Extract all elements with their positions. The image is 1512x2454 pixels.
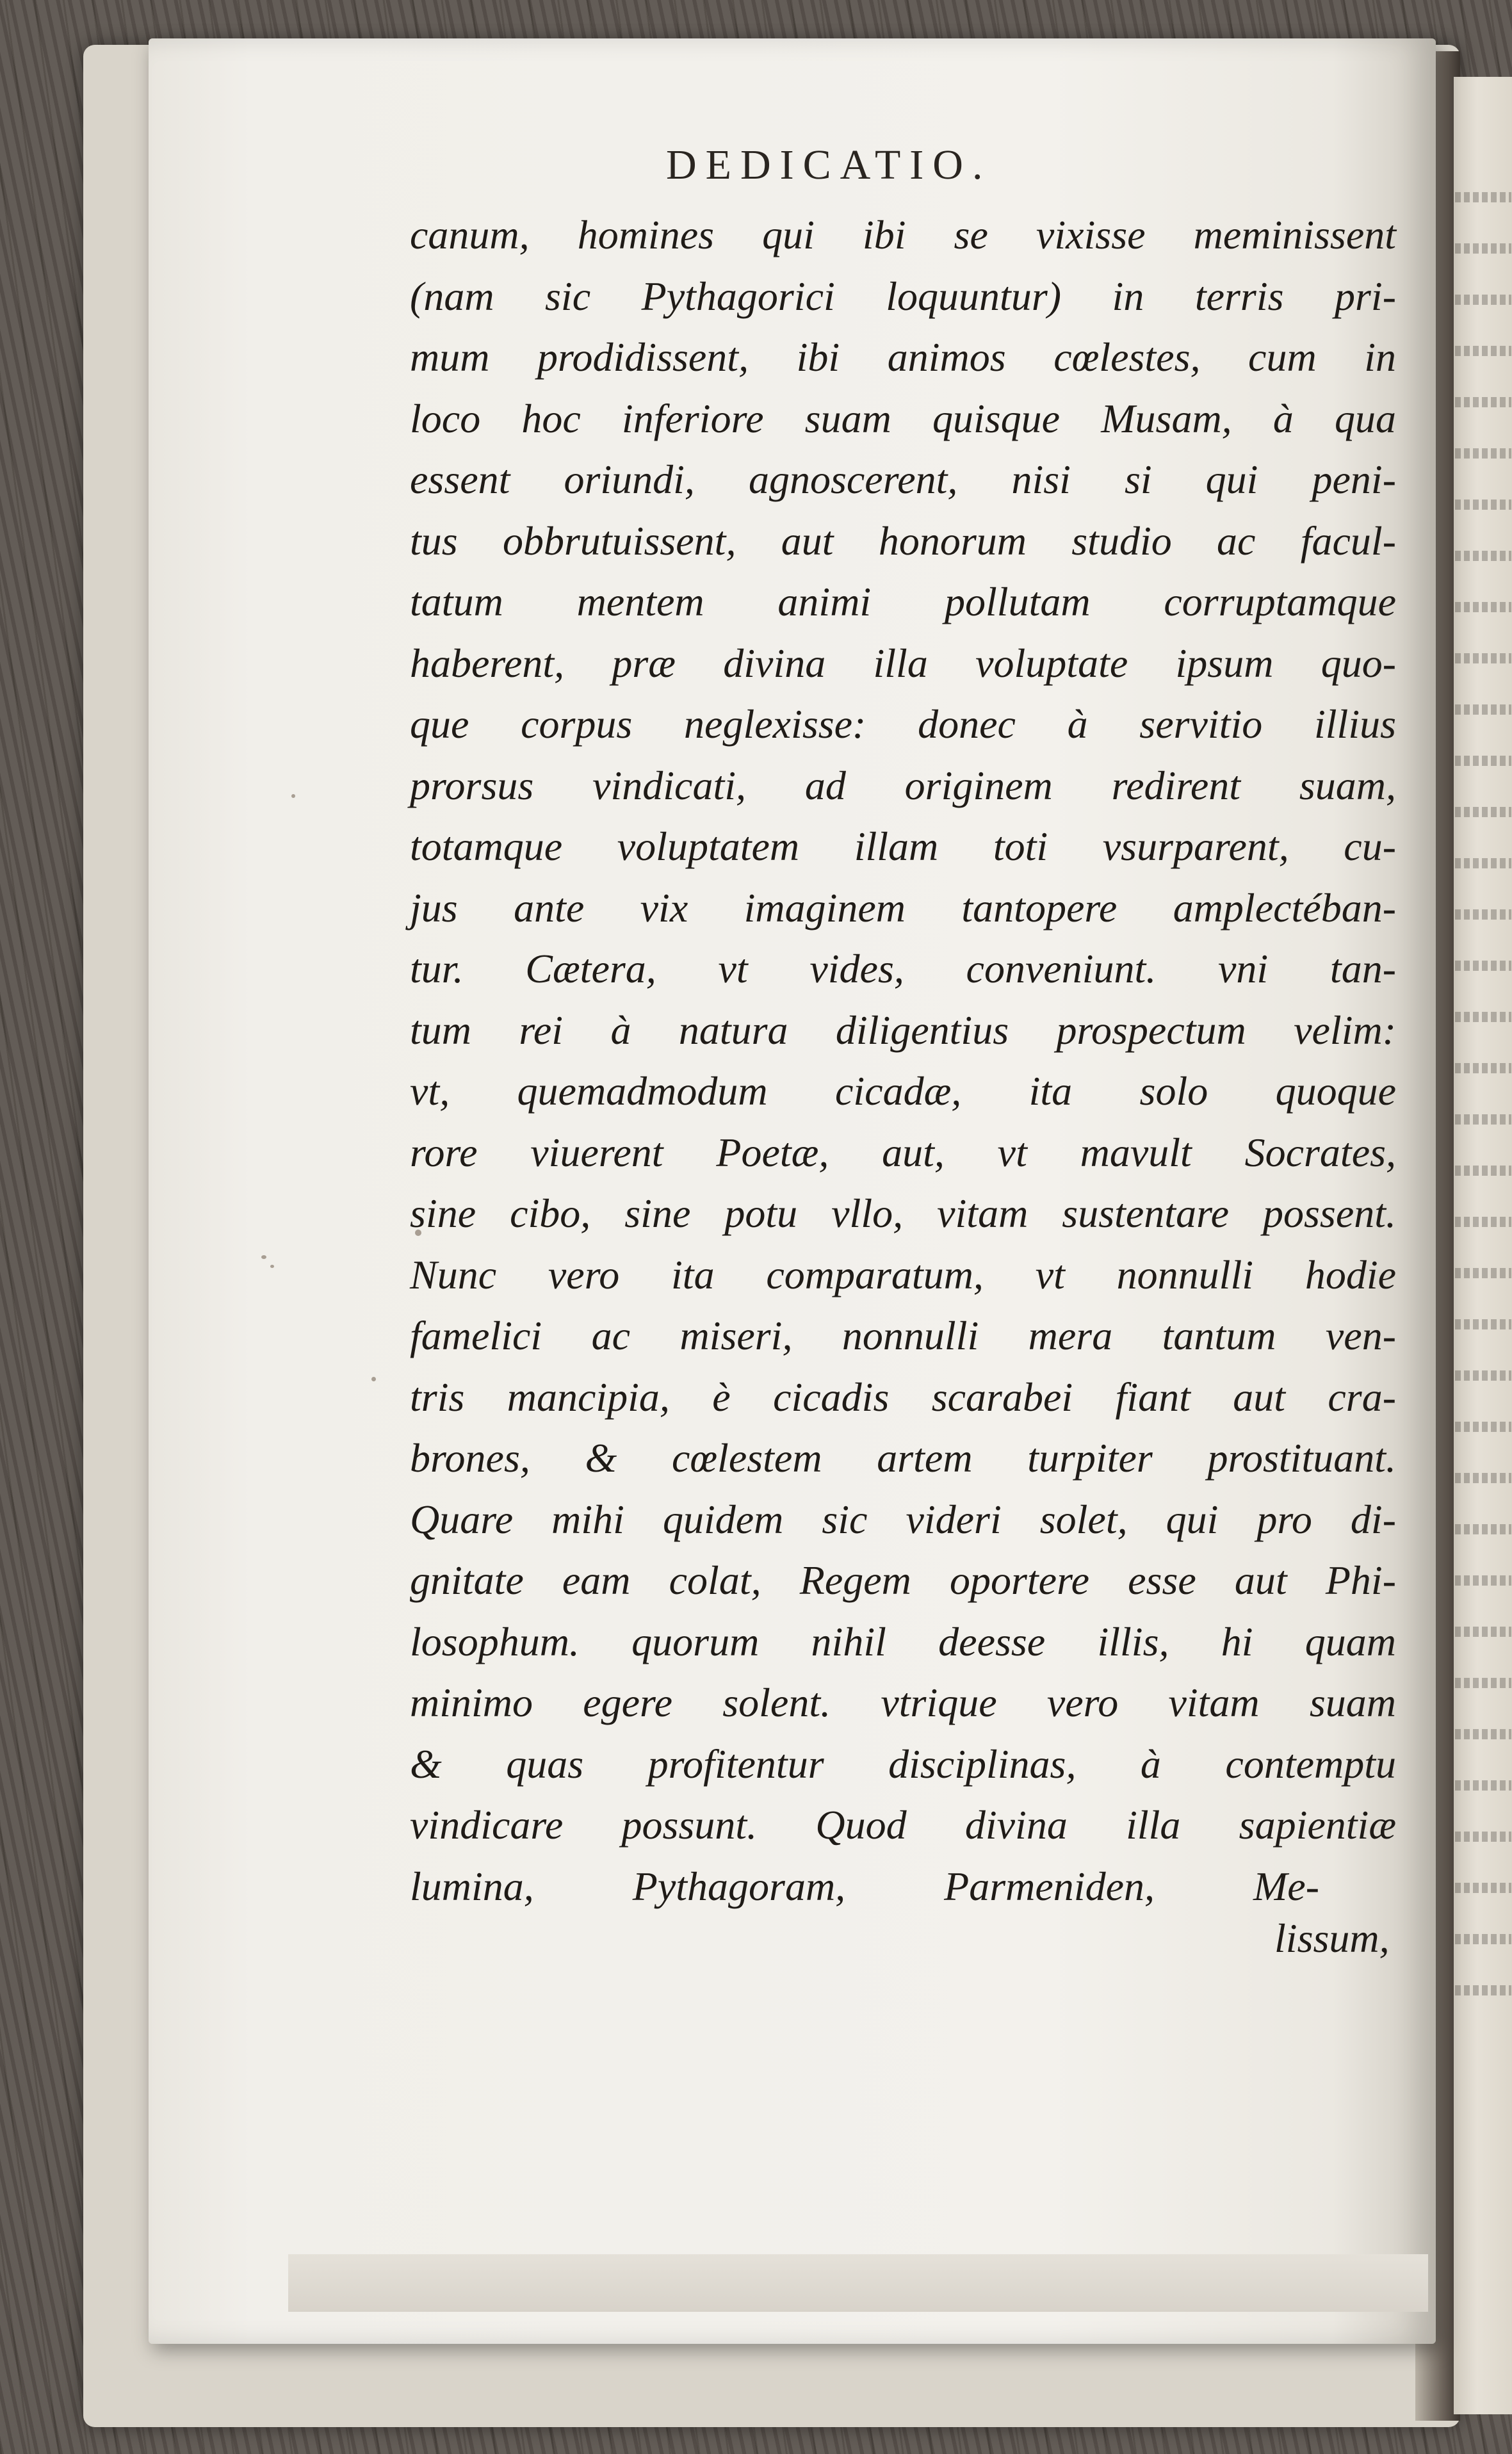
text-line: famelici ac miseri, nonnulli mera tantum ven- bbox=[410, 1313, 1396, 1358]
text-line: vt, quemadmodum cicadæ, ita solo quoque bbox=[410, 1068, 1396, 1114]
text-line: tum rei à natura diligentius prospectum velim: bbox=[410, 1007, 1396, 1053]
text-line: gnitate eam colat, Regem oportere esse aut Phi- bbox=[410, 1557, 1396, 1603]
text-line: & quas profitentur disciplinas, à contemptu bbox=[410, 1741, 1396, 1787]
text-line: (nam sic Pythagorici loquuntur) in terris pri- bbox=[410, 273, 1396, 319]
foxing-spot bbox=[291, 794, 295, 798]
foxing-spot bbox=[371, 1377, 376, 1381]
text-line: Quare mihi quidem sic videri solet, qui pro di- bbox=[410, 1496, 1396, 1542]
text-line: jus ante vix imaginem tantopere amplectéban- bbox=[410, 884, 1396, 930]
text-line: que corpus neglexisse: donec à servitio illius bbox=[410, 701, 1396, 747]
text-line: essent oriundi, agnoscerent, nisi si qui peni- bbox=[410, 457, 1396, 502]
facing-page-edge bbox=[1454, 77, 1512, 2414]
text-line: totamque voluptatem illam toti vsurparent, cu- bbox=[410, 824, 1396, 869]
text-line: loco hoc inferiore suam quisque Musam, à qua bbox=[410, 395, 1396, 441]
page-header: DEDICATIO. bbox=[666, 142, 992, 188]
page-bottom-edge bbox=[288, 2254, 1428, 2312]
foxing-spot bbox=[270, 1265, 274, 1268]
text-line: minimo egere solent. vtrique vero vitam suam bbox=[410, 1680, 1396, 1725]
text-line: tris mancipia, è cicadis scarabei fiant aut cra- bbox=[410, 1374, 1396, 1420]
text-line: losophum. quorum nihil deesse illis, hi quam bbox=[410, 1618, 1396, 1664]
text-line: tur. Cætera, vt vides, conveniunt. vni tan- bbox=[410, 946, 1396, 991]
text-line: canum, homines qui ibi se vixisse meminissent bbox=[410, 212, 1396, 257]
text-line: tus obbrutuissent, aut honorum studio ac facul- bbox=[410, 517, 1396, 564]
text-line: lumina, Pythagoram, Parmeniden, Me- bbox=[410, 1863, 1319, 1909]
text-line: brones, & cœlestem artem turpiter prostituant. bbox=[410, 1435, 1396, 1481]
text-line: vindicare possunt. Quod divina illa sapientiæ bbox=[410, 1802, 1396, 1848]
catchword: lissum, bbox=[1274, 1915, 1390, 1961]
text-line: prorsus vindicati, ad originem redirent suam, bbox=[410, 762, 1396, 808]
foxing-spot bbox=[261, 1255, 266, 1259]
text-line: haberent, præ divina illa voluptate ipsum quo- bbox=[410, 640, 1396, 686]
text-line: mum prodidissent, ibi animos cœlestes, cum in bbox=[410, 334, 1396, 380]
text-line: tatum mentem animi pollutam corruptamque bbox=[410, 579, 1396, 624]
text-line: rore viuerent Poetæ, aut, vt mavult Socrates, bbox=[410, 1129, 1396, 1175]
text-line: Nunc vero ita comparatum, vt nonnulli hodie bbox=[410, 1251, 1396, 1297]
text-line: sine cibo, sine potu vllo, vitam sustentare possent. bbox=[410, 1190, 1396, 1236]
